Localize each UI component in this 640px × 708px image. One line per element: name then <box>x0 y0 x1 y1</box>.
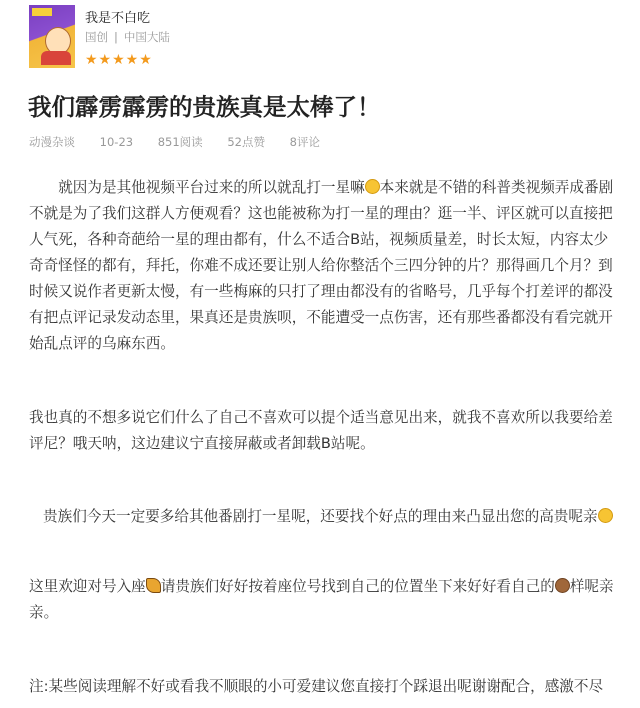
meta-likes: 52点赞 <box>227 135 265 149</box>
cover-logo <box>32 8 52 16</box>
article-meta <box>29 134 341 150</box>
paragraph-text: 样呢亲亲。 <box>29 578 614 621</box>
paragraph <box>29 504 619 530</box>
article-body <box>29 175 619 700</box>
paragraph <box>29 674 619 700</box>
rating-stars: ★★★★★ <box>85 52 153 68</box>
meta-comments: 8评论 <box>289 135 320 149</box>
paragraph-text: 贵族们今天一定要多给其他番剧打一星呢，还要找个好点的理由来凸显出您的高贵呢亲 <box>43 508 598 525</box>
paragraph-text: 就因为是其他视频平台过来的所以就乱打一星嘛 <box>58 179 365 196</box>
author-info <box>85 29 170 45</box>
author-avatar-cover[interactable] <box>29 5 75 68</box>
paragraph-text: 本来就是不错的科普类视频弄成番剧不就是为了我们这群人方便观看？这也能被称为打一星的理由？逛一半、评区就可以直接把人气死，各种奇葩给一星的理由都有，什么不适合B站，视频质量差，时长太短，内容太少奇奇怪怪的都有，拜托，你难不成还要让别人给你整活个三四分钟的片？那得画几个月？到时候又说作者更新太慢，有一些梅麻的只打了理由都没有的省略号，几乎每个打差评的都没有把点评记录发动态里，果真还是贵族呗，不能遭受一点伤害，还有那些番都没有看完就开始乱点评的乌麻东西。 <box>29 179 614 352</box>
meta-category[interactable]: 动漫杂谈 <box>29 135 75 149</box>
smiling-face-icon <box>598 508 613 523</box>
paragraph-text: 我也真的不想多说它们什么了自己不喜欢可以提个适当意见出来，就我不喜欢所以我要给差评尼？哦天呐，这边建议宁直接屏蔽或者卸载B站呢。 <box>29 409 613 452</box>
smiling-face-icon <box>365 179 380 194</box>
divider: | <box>114 30 118 44</box>
meta-reads: 851阅读 <box>157 135 203 149</box>
author-type: 国创 <box>85 30 108 44</box>
monkey-face-icon <box>555 578 570 593</box>
meta-date: 10-23 <box>99 135 134 149</box>
paragraph <box>29 175 619 357</box>
cover-character-body <box>41 51 71 65</box>
paragraph-text: 注:某些阅读理解不好或看我不顺眼的小可爱建议您直接打个踩退出呢谢谢配合，感激不尽 <box>29 678 604 695</box>
party-popper-icon <box>146 578 161 593</box>
author-name[interactable]: 我是不白吃 <box>85 11 151 26</box>
paragraph <box>29 574 619 626</box>
article-title: 我们霹雳霹雳的贵族真是太棒了！ <box>28 93 381 121</box>
paragraph-text: 这里欢迎对号入座 <box>29 578 146 595</box>
author-region: 中国大陆 <box>123 30 170 44</box>
paragraph <box>29 405 619 457</box>
paragraph-text: 请贵族们好好按着座位号找到自己的位置坐下来好好看自己的 <box>160 578 555 595</box>
